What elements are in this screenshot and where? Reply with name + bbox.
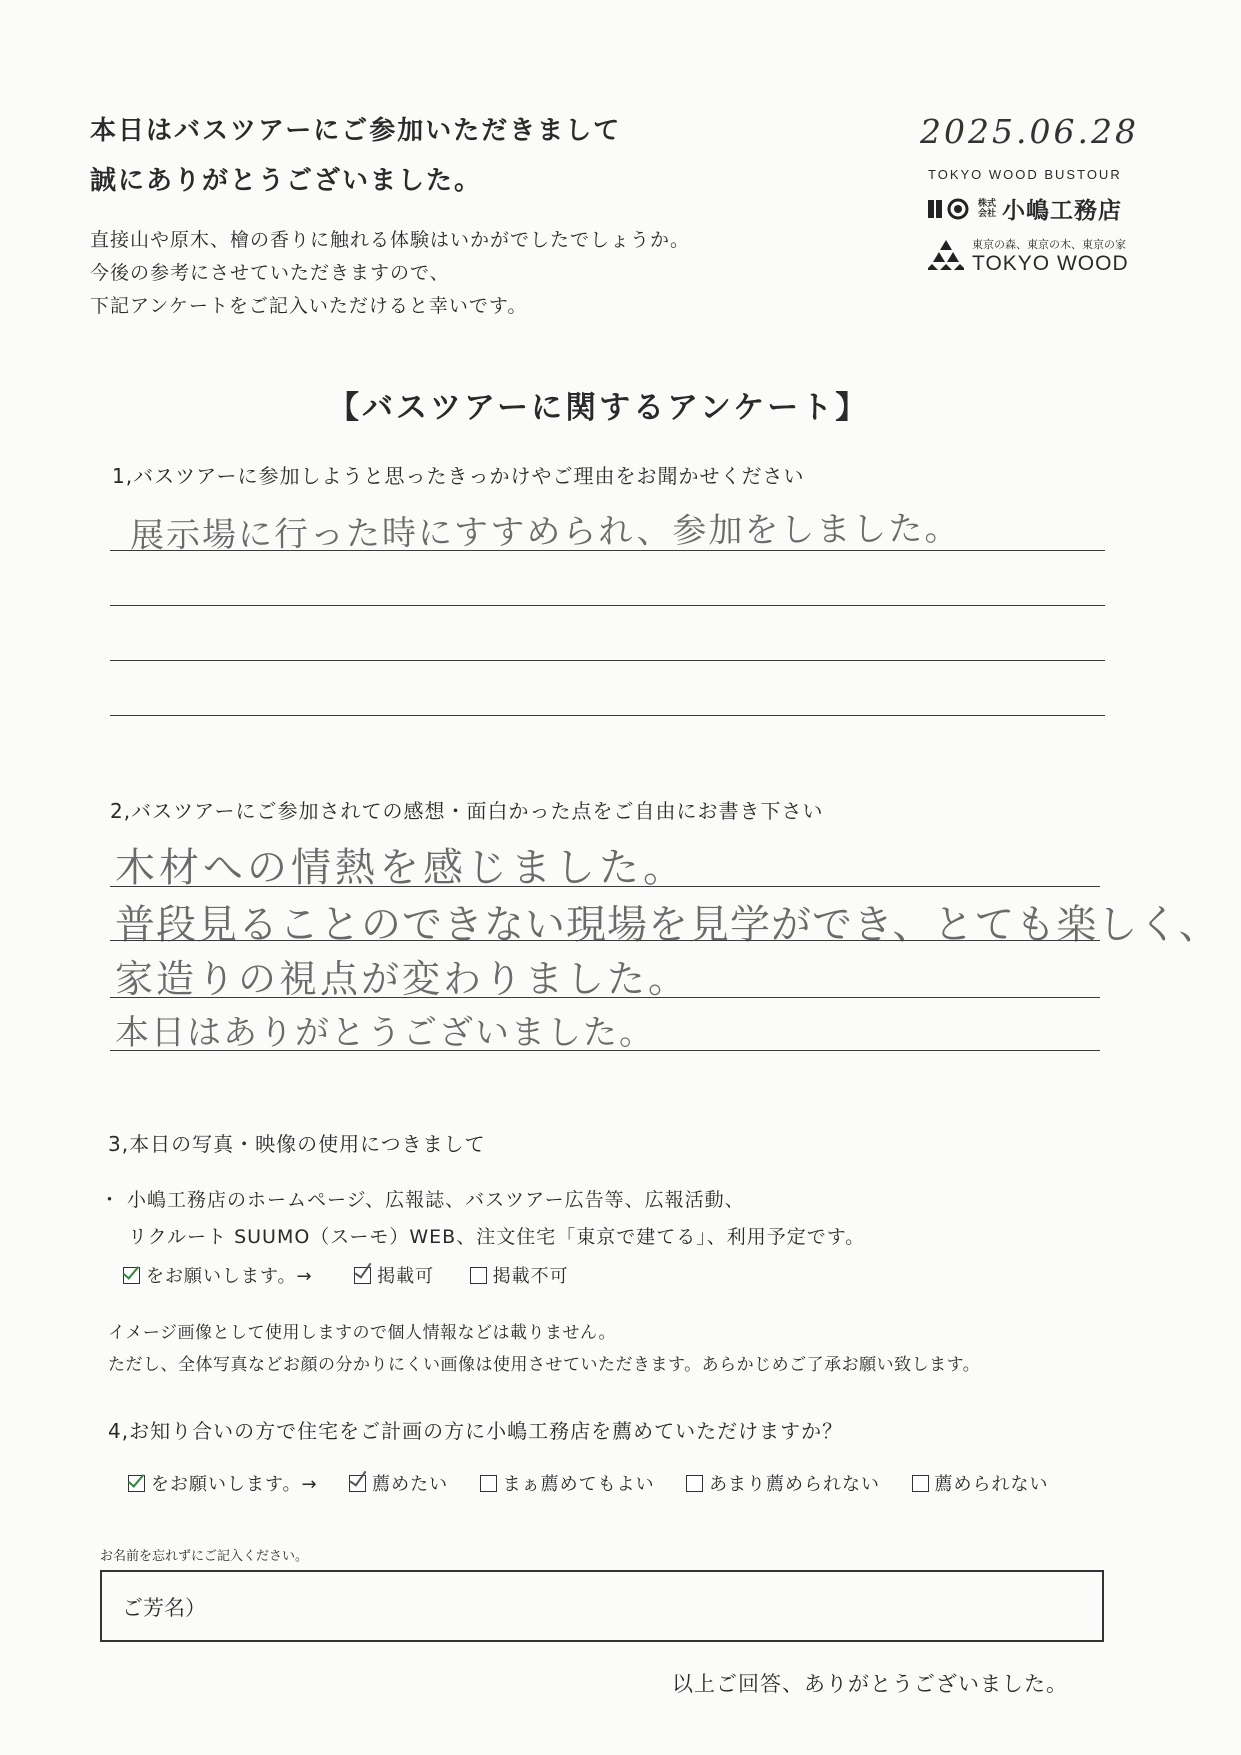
- answer-2-rule-1: [110, 886, 1100, 887]
- intro-line-5: 下記アンケートをご記入いただけると幸いです。: [90, 295, 528, 317]
- intro-line-1: 本日はバスツアーにご参加いただきまして: [90, 116, 622, 146]
- name-instruction: お名前を忘れずにご記入ください。: [100, 1549, 309, 1564]
- q3-option-allow-label: 掲載可: [377, 1266, 435, 1287]
- q4-option-4-label: 薦められない: [934, 1474, 1049, 1495]
- q3-prompt-checkbox: [123, 1267, 140, 1284]
- intro-line-4: 今後の参考にさせていただきますので、: [90, 262, 450, 284]
- company-logo: [928, 192, 1122, 225]
- intro-line-2: 誠にありがとうございました。: [90, 166, 483, 196]
- closing-message: 以上ご回答、ありがとうございました。: [672, 1672, 1068, 1696]
- q3-check-prompt: をお願いします。→: [146, 1266, 313, 1287]
- q4-check-prompt: をお願いします。→: [151, 1474, 318, 1495]
- q4-option-2-label: まぁ薦めてもよい: [502, 1474, 655, 1495]
- survey-title: 【バスツアーに関するアンケート】: [328, 390, 870, 426]
- company-name: 小嶋工務店: [1002, 198, 1122, 224]
- event-date: 2025.06.28: [920, 112, 1139, 151]
- q4-option-4-checkbox[interactable]: [912, 1475, 929, 1492]
- q4-option-1-label: 薦めたい: [372, 1474, 449, 1495]
- answer-1-rule-3: [110, 660, 1105, 661]
- q3-option-deny-label: 掲載不可: [492, 1266, 569, 1287]
- answer-2-rule-3: [110, 997, 1100, 998]
- answer-2-line-2: 普段見ることのできない現場を見学ができ、とても楽しく、: [115, 902, 1220, 948]
- company-mark-icon: [928, 198, 974, 220]
- q4-option-2-checkbox[interactable]: [480, 1475, 497, 1492]
- q4-option-3-label: あまり薦められない: [709, 1474, 881, 1495]
- answer-2-line-4: 本日はありがとうございました。: [115, 1013, 655, 1053]
- q3-option-allow-checkbox[interactable]: [354, 1267, 371, 1284]
- q4-prompt-checkbox: [128, 1475, 145, 1492]
- answer-2-line-1: 木材への情熱を感じました。: [115, 845, 687, 891]
- answer-2-line-3: 家造りの視点が変わりました。: [115, 957, 690, 1001]
- q4-checkbox-row: [128, 1470, 1049, 1496]
- answer-1-rule-1: [110, 550, 1105, 551]
- q3-checkbox-row: [123, 1262, 569, 1288]
- tokyo-wood-triangle-icon: [928, 238, 964, 270]
- answer-2-rule-2: [110, 940, 1100, 941]
- event-name: TOKYO WOOD BUSTOUR: [928, 167, 1122, 182]
- q4-option-1-checkbox[interactable]: [349, 1475, 366, 1492]
- answer-2-rule-4: [110, 1050, 1100, 1051]
- q3-bullet-line-1: ・ 小嶋工務店のホームページ、広報誌、バスツアー広告等、広報活動、: [100, 1189, 745, 1211]
- question-2: 2,バスツアーにご参加されての感想・面白かった点をご自由にお書き下さい: [110, 799, 824, 823]
- q4-option-3-checkbox[interactable]: [686, 1475, 703, 1492]
- name-box[interactable]: [100, 1570, 1104, 1642]
- answer-1-rule-2: [110, 605, 1105, 606]
- answer-1-line-1: 展示場に行った時にすすめられ、参加をしました。: [129, 508, 961, 556]
- q3-note-2: ただし、全体写真などお顔の分かりにくい画像は使用させていただきます。あらかじめご了承お願い致します。: [108, 1355, 981, 1375]
- q3-bullet-line-2: リクルート SUUMO（スーモ）WEB、注文住宅「東京で建てる」、利用予定です。: [128, 1226, 866, 1248]
- tagline: 東京の森、東京の木、東京の家: [972, 238, 1126, 251]
- name-label: ご芳名）: [122, 1596, 206, 1620]
- intro-line-3: 直接山や原木、檜の香りに触れる体験はいかがでしたでしょうか。: [90, 229, 691, 251]
- brand-name: TOKYO WOOD: [972, 252, 1129, 275]
- question-3: 3,本日の写真・映像の使用につきまして: [108, 1132, 486, 1156]
- answer-1-rule-4: [110, 715, 1105, 716]
- question-4: 4,お知り合いの方で住宅をご計画の方に小嶋工務店を薦めていただけますか？: [108, 1419, 844, 1443]
- q3-option-deny-checkbox[interactable]: [470, 1267, 487, 1284]
- question-1: 1,バスツアーに参加しようと思ったきっかけやご理由をお聞かせください: [112, 464, 805, 488]
- company-prefix: 株式会社: [978, 198, 997, 219]
- q3-note-1: イメージ画像として使用しますので個人情報などは載りません。: [108, 1323, 617, 1343]
